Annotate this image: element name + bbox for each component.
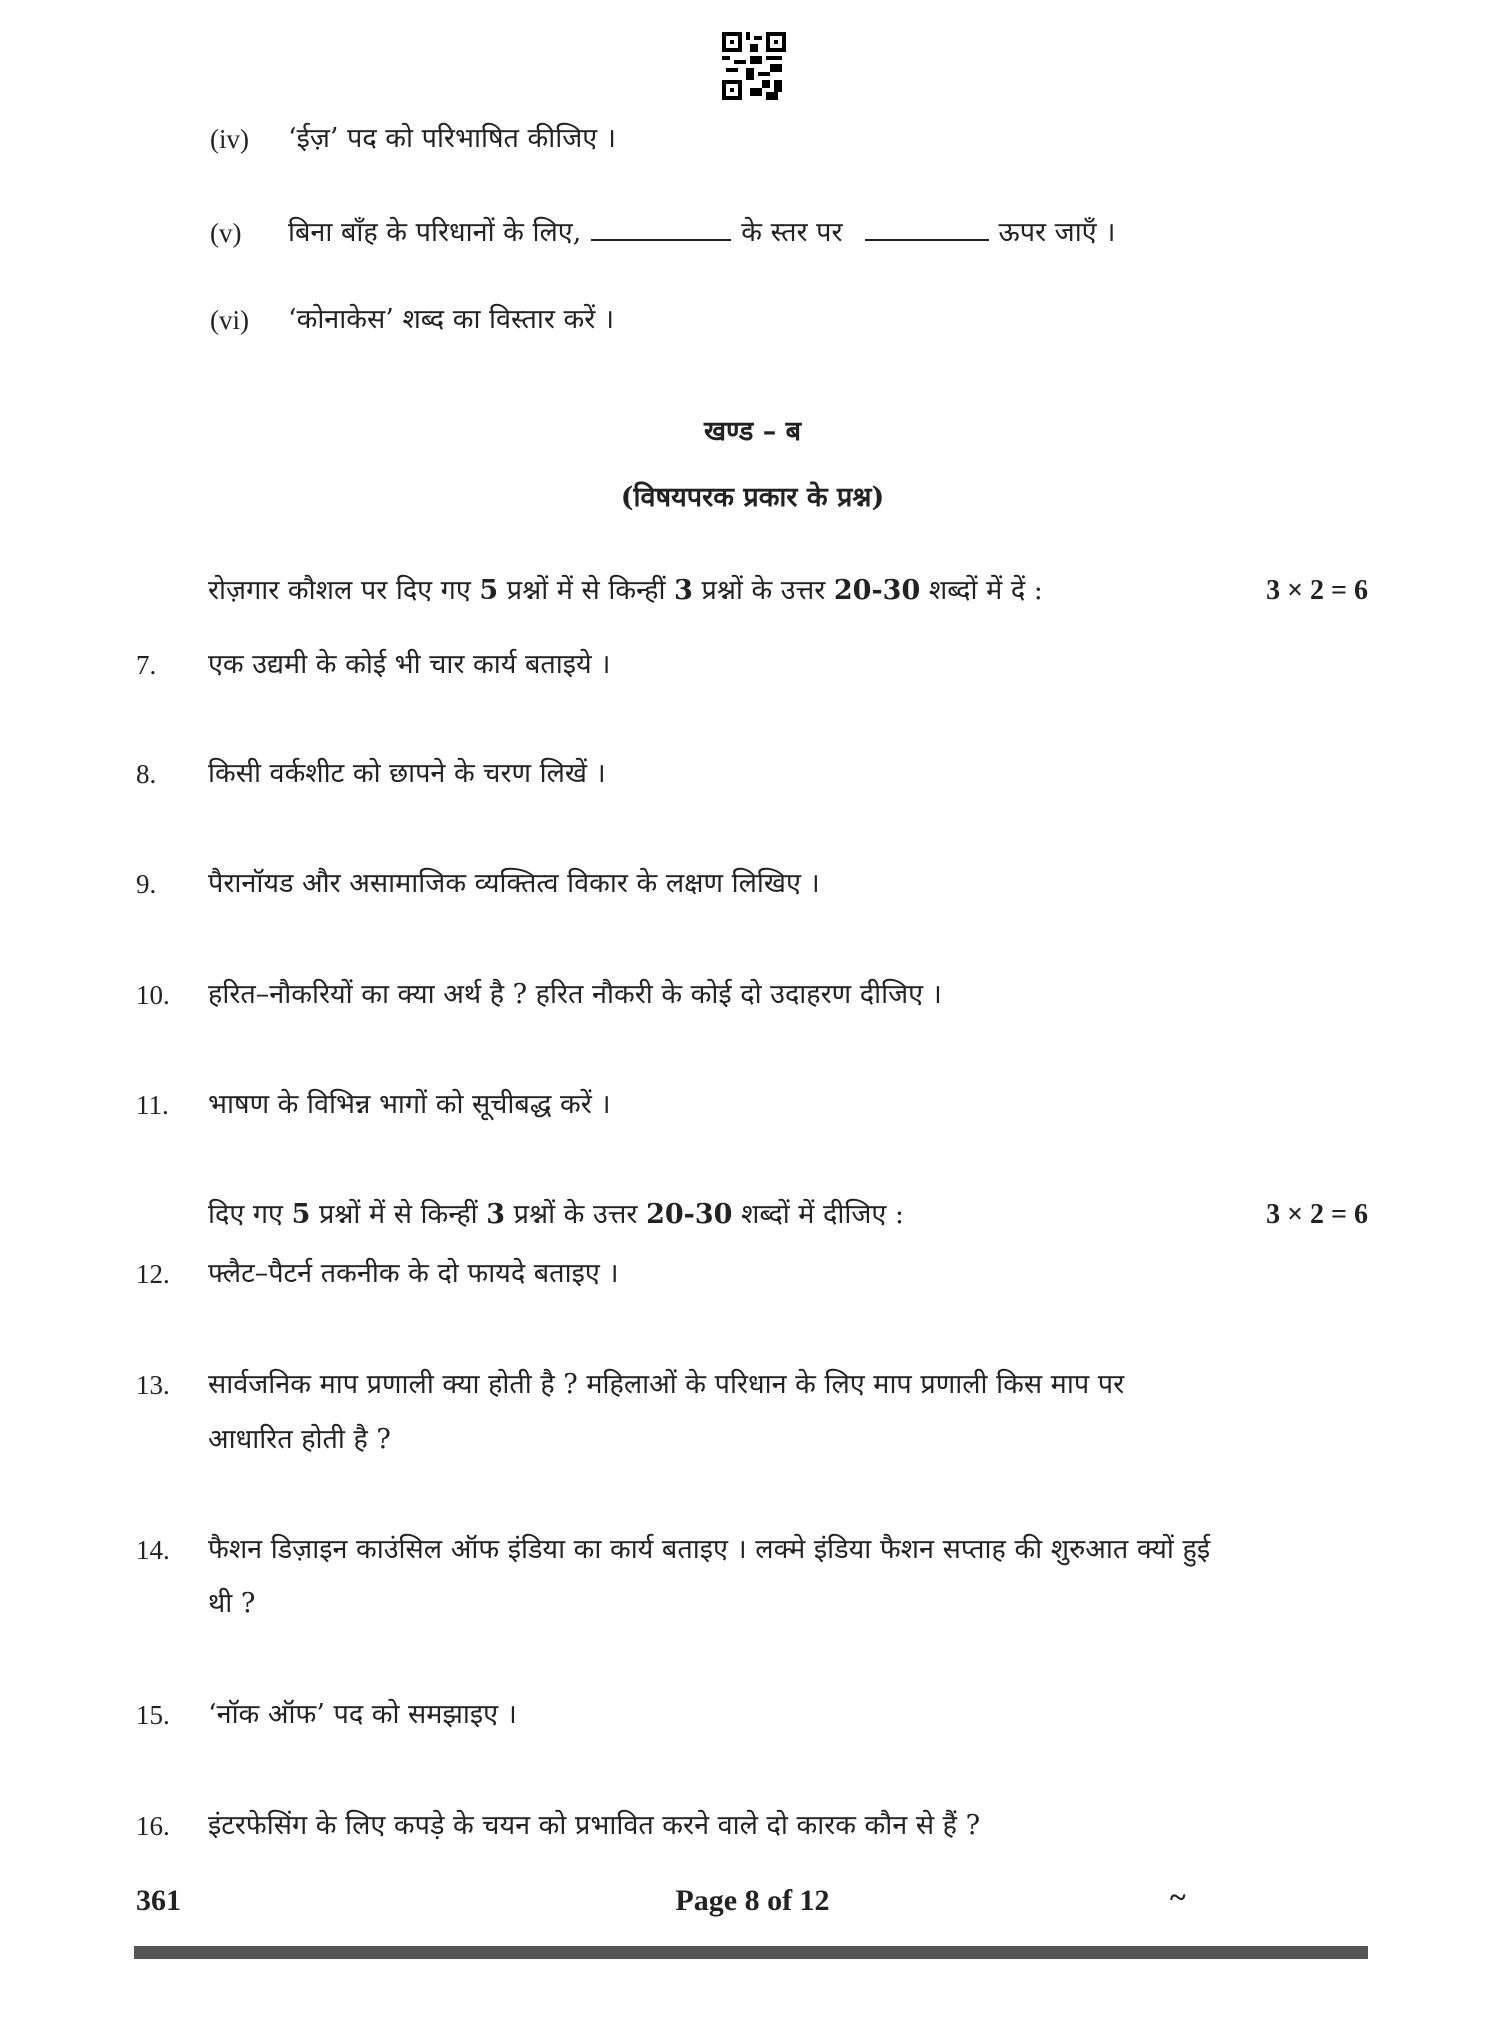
question-number: 13. — [136, 1370, 170, 1400]
instruction: दिए गए 5 प्रश्नों में से किन्हीं 3 प्रश्नों के उत्तर 20-30 शब्दों में दीजिए : — [208, 1199, 904, 1230]
page-number: Page 8 of 12 — [675, 1884, 830, 1917]
footer-rule — [134, 1946, 1368, 1959]
question-text: एक उद्यमी के कोई भी चार कार्य बताइये । — [208, 649, 611, 680]
subpart-number: (v) — [210, 218, 242, 248]
paper-code: 361 — [136, 1884, 181, 1917]
instruction: रोज़गार कौशल पर दिए गए 5 प्रश्नों में से किन्हीं 3 प्रश्नों के उत्तर 20-30 शब्दों में दें : — [208, 575, 1043, 606]
question-text: पैरानॉयड और असामाजिक व्यक्तित्व विकार के लक्षण लिखिए । — [208, 868, 820, 899]
question-number: 14. — [136, 1535, 170, 1565]
section-title: खण्ड – ब — [703, 416, 802, 447]
question-text: फ्लैट–पैटर्न तकनीक के दो फायदे बताइए । — [208, 1258, 619, 1289]
section-subtitle: (विषयपरक प्रकार के प्रश्न) — [620, 482, 885, 513]
subpart-text: ऊपर जाएँ । — [998, 217, 1116, 248]
question-text: किसी वर्कशीट को छापने के चरण लिखें । — [208, 758, 606, 789]
subpart-number: (vi) — [210, 305, 249, 335]
question-number: 8. — [136, 759, 157, 789]
question-text: इंटरफेसिंग के लिए कपड़े के चयन को प्रभावित करने वाले दो कारक कौन से हैं ? — [208, 1810, 981, 1841]
question-number: 11. — [136, 1090, 169, 1120]
subpart-text: ‘ईज़’ पद को परिभाषित कीजिए । — [288, 123, 617, 154]
question-text: भाषण के विभिन्न भागों को सूचीबद्ध करें । — [208, 1089, 611, 1120]
subpart-text: ‘कोनाकेस’ शब्द का विस्तार करें । — [288, 304, 615, 335]
subpart-text: के स्तर पर — [741, 217, 843, 248]
question-number: 12. — [136, 1259, 170, 1289]
question-number: 15. — [136, 1700, 170, 1730]
subpart-text: बिना बाँह के परिधानों के लिए, — [288, 217, 582, 248]
question-number: 10. — [136, 980, 170, 1010]
question-text-continued: थी ? — [208, 1588, 256, 1619]
question-number: 9. — [136, 869, 157, 899]
question-number: 16. — [136, 1811, 170, 1841]
qr-code — [722, 32, 786, 100]
question-text-continued: आधारित होती है ? — [208, 1424, 391, 1455]
question-text: फैशन डिज़ाइन काउंसिल ऑफ इंडिया का कार्य बताइए । लक्मे इंडिया फैशन सप्ताह की शुरुआत क्यों हुई — [208, 1534, 1211, 1565]
question-text: सार्वजनिक माप प्रणाली क्या होती है ? महिलाओं के परिधान के लिए माप प्रणाली किस माप पर — [208, 1369, 1125, 1400]
answer-blank — [591, 235, 731, 241]
footer-mark: ~ — [1170, 1881, 1186, 1914]
answer-blank — [865, 235, 989, 241]
question-text: हरित–नौकरियों का क्या अर्थ है ? हरित नौकरी के कोई दो उदाहरण दीजिए । — [208, 979, 942, 1010]
marks-allocation: 3 × 2 = 6 — [1266, 1199, 1368, 1230]
marks-allocation: 3 × 2 = 6 — [1266, 575, 1368, 606]
question-number: 7. — [136, 650, 157, 680]
fill-in-blank-text — [288, 215, 1115, 251]
subpart-number: (iv) — [210, 124, 249, 154]
question-text: ‘नॉक ऑफ’ पद को समझाइए । — [208, 1699, 517, 1730]
